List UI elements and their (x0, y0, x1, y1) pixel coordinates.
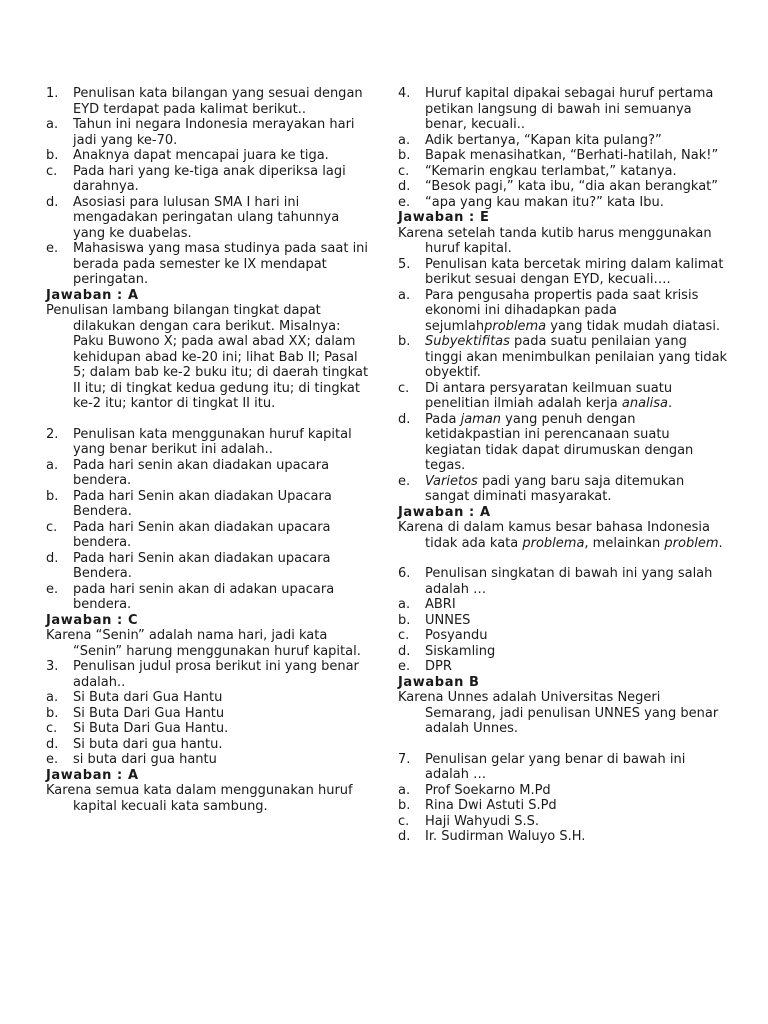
option-text: Adik bertanya, “Kapan kita pulang?” (425, 132, 662, 148)
answer-4: Jawaban : E (398, 210, 490, 225)
explanation-5 (398, 520, 728, 551)
option-text-part: padi yang baru saja ditemukan sangat diminati masyarakat. (425, 473, 685, 504)
option-b (398, 334, 728, 381)
explanation-6: Karena Unnes adalah Universitas Negeri Semarang, jadi penulisan UNNES yang benar adalah Unnes. (398, 690, 719, 736)
option-c (46, 721, 374, 737)
option-label: c. (398, 380, 410, 396)
option-d (398, 179, 728, 195)
explanation-part: , melainkan (584, 535, 665, 551)
option-label: e. (46, 581, 59, 597)
option-label: a. (46, 117, 59, 132)
option-c (398, 164, 728, 180)
option-label: b. (398, 148, 411, 163)
option-b (46, 489, 374, 520)
option-label: e. (398, 659, 411, 674)
question-6 (398, 566, 728, 597)
option-text-part: pada suatu penilaian yang tinggi akan menimbulkan penilaian yang tidak obyektif. (425, 334, 728, 380)
option-a (46, 458, 374, 489)
question-3 (46, 659, 374, 690)
italic-word: Subyektifitas (425, 334, 510, 349)
question-5 (398, 257, 728, 288)
option-label: b. (398, 798, 411, 813)
option-text (425, 412, 728, 474)
question-1 (46, 86, 374, 117)
option-label: a. (398, 597, 411, 612)
option-text: Si Buta dari Gua Hantu (73, 690, 223, 705)
option-e (398, 195, 728, 211)
option-d (46, 195, 374, 242)
option-text: DPR (425, 659, 452, 674)
option-a (398, 783, 728, 799)
option-a (46, 117, 374, 148)
option-label: c. (46, 163, 58, 179)
italic-word: Varietos (425, 473, 478, 489)
option-label: d. (398, 643, 411, 659)
option-b (46, 148, 374, 164)
option-text: Pada hari yang ke-tiga anak diperiksa lagi darahnya. (73, 163, 346, 194)
question-number: 7. (398, 751, 411, 767)
question-number: 2. (46, 426, 59, 442)
question-7 (398, 752, 728, 783)
option-text: Pada hari Senin akan diadakan upacara Bendera. (73, 550, 331, 581)
option-label: d. (398, 829, 411, 844)
option-text-part: . (668, 396, 673, 411)
option-label: d. (46, 736, 59, 752)
option-a (398, 288, 728, 335)
option-text: Pada hari Senin akan diadakan upacara bendera. (73, 519, 331, 550)
option-text: Pada hari senin akan diadakan upacara bendera. (73, 457, 330, 488)
option-text-part: yang tidak mudah diatasi. (546, 318, 721, 334)
option-label: b. (46, 705, 59, 721)
option-e (46, 241, 374, 288)
option-text: Posyandu (425, 628, 488, 643)
explanation-part: Karena di dalam kamus besar bahasa Indonesia tidak ada kata (398, 520, 710, 551)
italic-word: jaman (460, 411, 502, 427)
option-label: e. (46, 752, 59, 767)
option-text (425, 288, 728, 335)
option-label: c. (46, 519, 58, 535)
option-text: pada hari senin akan di adakan upacara bendera. (73, 581, 335, 612)
option-text (425, 381, 728, 412)
option-d (46, 737, 374, 753)
option-e (46, 752, 374, 768)
option-text: UNNES (425, 612, 471, 628)
option-a (398, 133, 728, 149)
option-a (46, 690, 374, 706)
question-text: Penulisan kata bercetak miring dalam kalimat berikut sesuai dengan EYD, kecuali…. (425, 256, 724, 287)
option-text: si buta dari gua hantu (73, 752, 217, 767)
question-number: 1. (46, 86, 59, 101)
question-text: Penulisan judul prosa berikut ini yang benar adalah.. (73, 659, 359, 690)
option-text (425, 334, 728, 381)
answer-5: Jawaban : A (398, 504, 491, 520)
option-e (398, 474, 728, 505)
option-label: d. (46, 550, 59, 566)
option-d (398, 644, 728, 660)
option-d (398, 412, 728, 474)
option-label: a. (46, 457, 59, 473)
option-label: b. (398, 334, 411, 349)
explanation-2: Karena “Senin” adalah nama hari, jadi kata “Senin” harung menggunakan huruf kapital. (46, 628, 361, 659)
option-text-part: yang penuh dengan ketidakpastian ini perencanaan suatu kegiatan tidak dapat dirumuskan dengan tegas. (425, 411, 694, 473)
explanation-1: Penulisan lambang bilangan tingkat dapat dilakukan dengan cara berikut. Misalnya: Paku Buwono X; pada awal abad XX; dalam kehidupan abad ke-20 ini; lihat Bab II; Pasal 5; dalam bab ke-2 buku itu; di daerah tingkat II itu; di tingkat kedua gedung itu; di tingkat ke-2 itu; kantor di tingkat II itu. (46, 303, 369, 411)
option-label: c. (398, 813, 410, 829)
option-text: Si Buta Dari Gua Hantu. (73, 721, 229, 736)
left-column (46, 86, 374, 814)
option-e (46, 582, 374, 613)
option-text: Tahun ini negara Indonesia merayakan hari jadi yang ke-70. (73, 117, 355, 148)
option-text: Haji Wahyudi S.S. (425, 813, 540, 829)
question-2 (46, 427, 374, 458)
answer-6: Jawaban B (398, 674, 480, 690)
option-text: Bapak menasihatkan, “Berhati-hatilah, Nak!” (425, 148, 719, 163)
option-text: ABRI (425, 597, 456, 612)
option-label: c. (398, 163, 410, 179)
option-text: Anaknya dapat mencapai juara ke tiga. (73, 148, 329, 163)
question-number: 3. (46, 659, 59, 674)
option-c (46, 520, 374, 551)
question-text: Penulisan kata bilangan yang sesuai dengan EYD terdapat pada kalimat berikut.. (73, 86, 363, 117)
option-text: “Kemarin engkau terlambat,” katanya. (425, 163, 677, 179)
option-text: Si Buta Dari Gua Hantu (73, 705, 225, 721)
question-number: 6. (398, 566, 411, 581)
right-column (398, 86, 728, 845)
question-4 (398, 86, 728, 133)
question-number: 5. (398, 256, 411, 272)
option-text: Rina Dwi Astuti S.Pd (425, 798, 557, 813)
option-text (425, 474, 728, 505)
option-text: Ir. Sudirman Waluyo S.H. (425, 829, 586, 844)
option-label: b. (46, 148, 59, 163)
option-label: a. (46, 690, 59, 705)
option-text-part: Para pengusaha propertis pada saat krisis ekonomi ini dihadapkan pada sejumlah (425, 287, 699, 334)
italic-word: problema (484, 318, 547, 334)
explanation-3: Karena semua kata dalam menggunakan huruf kapital kecuali kata sambung. (46, 783, 353, 814)
italic-word: problema (522, 535, 585, 551)
question-text: Penulisan singkatan di bawah ini yang salah adalah … (425, 566, 713, 597)
option-label: d. (398, 411, 411, 427)
question-text: Penulisan kata menggunakan huruf kapital yang benar berikut ini adalah.. (73, 426, 352, 457)
option-b (398, 798, 728, 814)
option-text-part: Di antara persyaratan keilmuan suatu penelitian ilmiah adalah kerja (425, 380, 673, 411)
option-text: “Besok pagi,” kata ibu, “dia akan berangkat” (425, 179, 719, 194)
option-b (398, 148, 728, 164)
option-label: c. (398, 628, 410, 643)
explanation-4: Karena setelah tanda kutib harus menggunakan huruf kapital. (398, 225, 712, 256)
option-d (398, 829, 728, 845)
option-d (46, 551, 374, 582)
option-text: Mahasiswa yang masa studinya pada saat ini berada pada semester ke IX mendapat peringatan. (73, 241, 369, 287)
option-c (398, 381, 728, 412)
option-label: a. (398, 782, 411, 798)
option-label: a. (398, 287, 411, 303)
italic-word: analisa (621, 396, 668, 411)
option-label: e. (398, 194, 411, 210)
option-text-part: Pada (425, 411, 461, 427)
option-text: Asosiasi para lulusan SMA I hari ini mengadakan peringatan ulang tahunnya yang ke duabelas. (73, 194, 340, 241)
option-text: Si buta dari gua hantu. (73, 736, 223, 752)
answer-1: Jawaban : A (46, 287, 139, 303)
option-label: e. (398, 473, 411, 489)
option-c (46, 164, 374, 195)
explanation-part: . (718, 535, 723, 551)
option-b (46, 706, 374, 722)
option-text: Siskamling (425, 643, 496, 659)
option-label: c. (46, 721, 58, 736)
option-text: “apa yang kau makan itu?” kata Ibu. (425, 194, 664, 210)
answer-2: Jawaban : C (46, 612, 139, 628)
option-label: b. (46, 488, 59, 504)
option-e (398, 659, 728, 675)
option-label: b. (398, 612, 411, 628)
option-label: a. (398, 132, 411, 148)
option-label: e. (46, 241, 59, 256)
option-label: d. (398, 179, 411, 194)
question-number: 4. (398, 86, 411, 101)
option-b (398, 613, 728, 629)
option-c (398, 628, 728, 644)
question-text: Penulisan gelar yang benar di bawah ini adalah … (425, 751, 686, 782)
question-text: Huruf kapital dipakai sebagai huruf pertama petikan langsung di bawah ini semuanya benar, kecuali.. (425, 86, 714, 132)
option-text: Prof Soekarno M.Pd (425, 782, 551, 798)
italic-word: problem (664, 535, 719, 551)
answer-3: Jawaban : A (46, 767, 139, 783)
option-a (398, 597, 728, 613)
option-text: Pada hari Senin akan diadakan Upacara Bendera. (73, 488, 332, 519)
option-label: d. (46, 194, 59, 210)
option-c (398, 814, 728, 830)
